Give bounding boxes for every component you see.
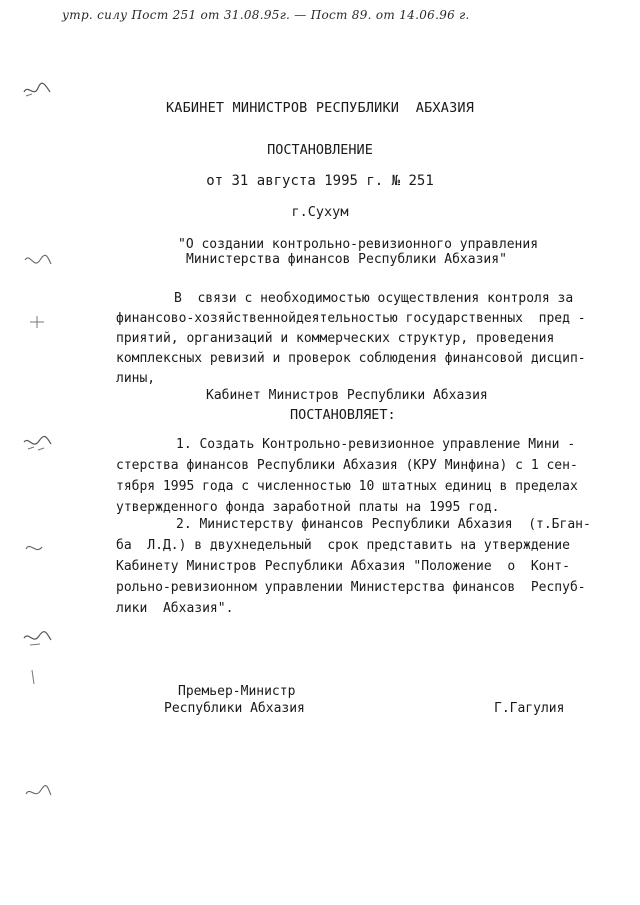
margin-scribble-icon	[20, 78, 54, 102]
preamble-line: В связи с необходимостью осуществления контроля за	[174, 291, 574, 306]
resolution-title-line-2: Министерства финансов Республики Абхазия"	[186, 252, 507, 267]
item-2-line: Кабинету Министров Республики Абхазия "Положение о Конт-	[116, 559, 570, 574]
city: г.Сухум	[291, 204, 349, 220]
resolves-heading: ПОСТАНОВЛЯЕТ:	[290, 407, 396, 423]
item-2-line: 2. Министерству финансов Республики Абхазия (т.Бган-	[176, 517, 591, 532]
margin-scribble-icon	[20, 432, 54, 456]
item-1-line: стерства финансов Республики Абхазия (КРУ Минфина) с 1 сен-	[116, 458, 578, 473]
margin-scribble-icon	[20, 248, 54, 272]
issuing-authority: КАБИНЕТ МИНИСТРОВ РЕСПУБЛИКИ АБХАЗИЯ	[165, 100, 475, 116]
item-1-line: тября 1995 года с численностью 10 штатных единиц в пределах	[116, 479, 578, 494]
item-2-line: рольно-ревизионном управлении Министерства финансов Респуб-	[116, 580, 586, 595]
signatory-name: Г.Гагулия	[494, 701, 565, 716]
preamble-line: финансово-хозяйственнойдеятельностью государственных пред -	[116, 311, 586, 326]
margin-scribble-icon	[20, 310, 54, 334]
date-and-number: от 31 августа 1995 г. № 251	[206, 173, 434, 189]
resolution-title-line-1: "О создании контрольно-ревизионного управления	[178, 237, 539, 252]
margin-scribble-icon	[20, 664, 54, 688]
document-type: ПОСТАНОВЛЕНИЕ	[267, 142, 373, 158]
margin-scribble-icon	[20, 535, 54, 559]
item-2-line: лики Абхазия".	[116, 601, 234, 616]
preamble-line: комплексных ревизий и проверок соблюдения финансовой дисцип-	[116, 351, 586, 366]
preamble-line: лины,	[116, 371, 156, 386]
margin-scribble-icon	[20, 626, 54, 650]
item-1-line: 1. Создать Контрольно-ревизионное управление Мини -	[176, 437, 576, 452]
handwritten-note: утр. силу Пост 251 от 31.08.95г. — Пост 89. от 14.06.96 г.	[62, 8, 470, 22]
signatory-position-line-2: Республики Абхазия	[164, 701, 305, 716]
signatory-position-line-1: Премьер-Министр	[178, 684, 296, 699]
margin-scribble-icon	[20, 780, 54, 804]
item-2-line: ба Л.Д.) в двухнедельный срок представить на утверждение	[116, 538, 570, 553]
issuer: Кабинет Министров Республики Абхазия	[206, 388, 488, 403]
preamble-line: приятий, организаций и коммерческих структур, проведения	[116, 331, 555, 346]
item-1-line: утвержденного фонда заработной платы на 1995 год.	[116, 500, 500, 515]
